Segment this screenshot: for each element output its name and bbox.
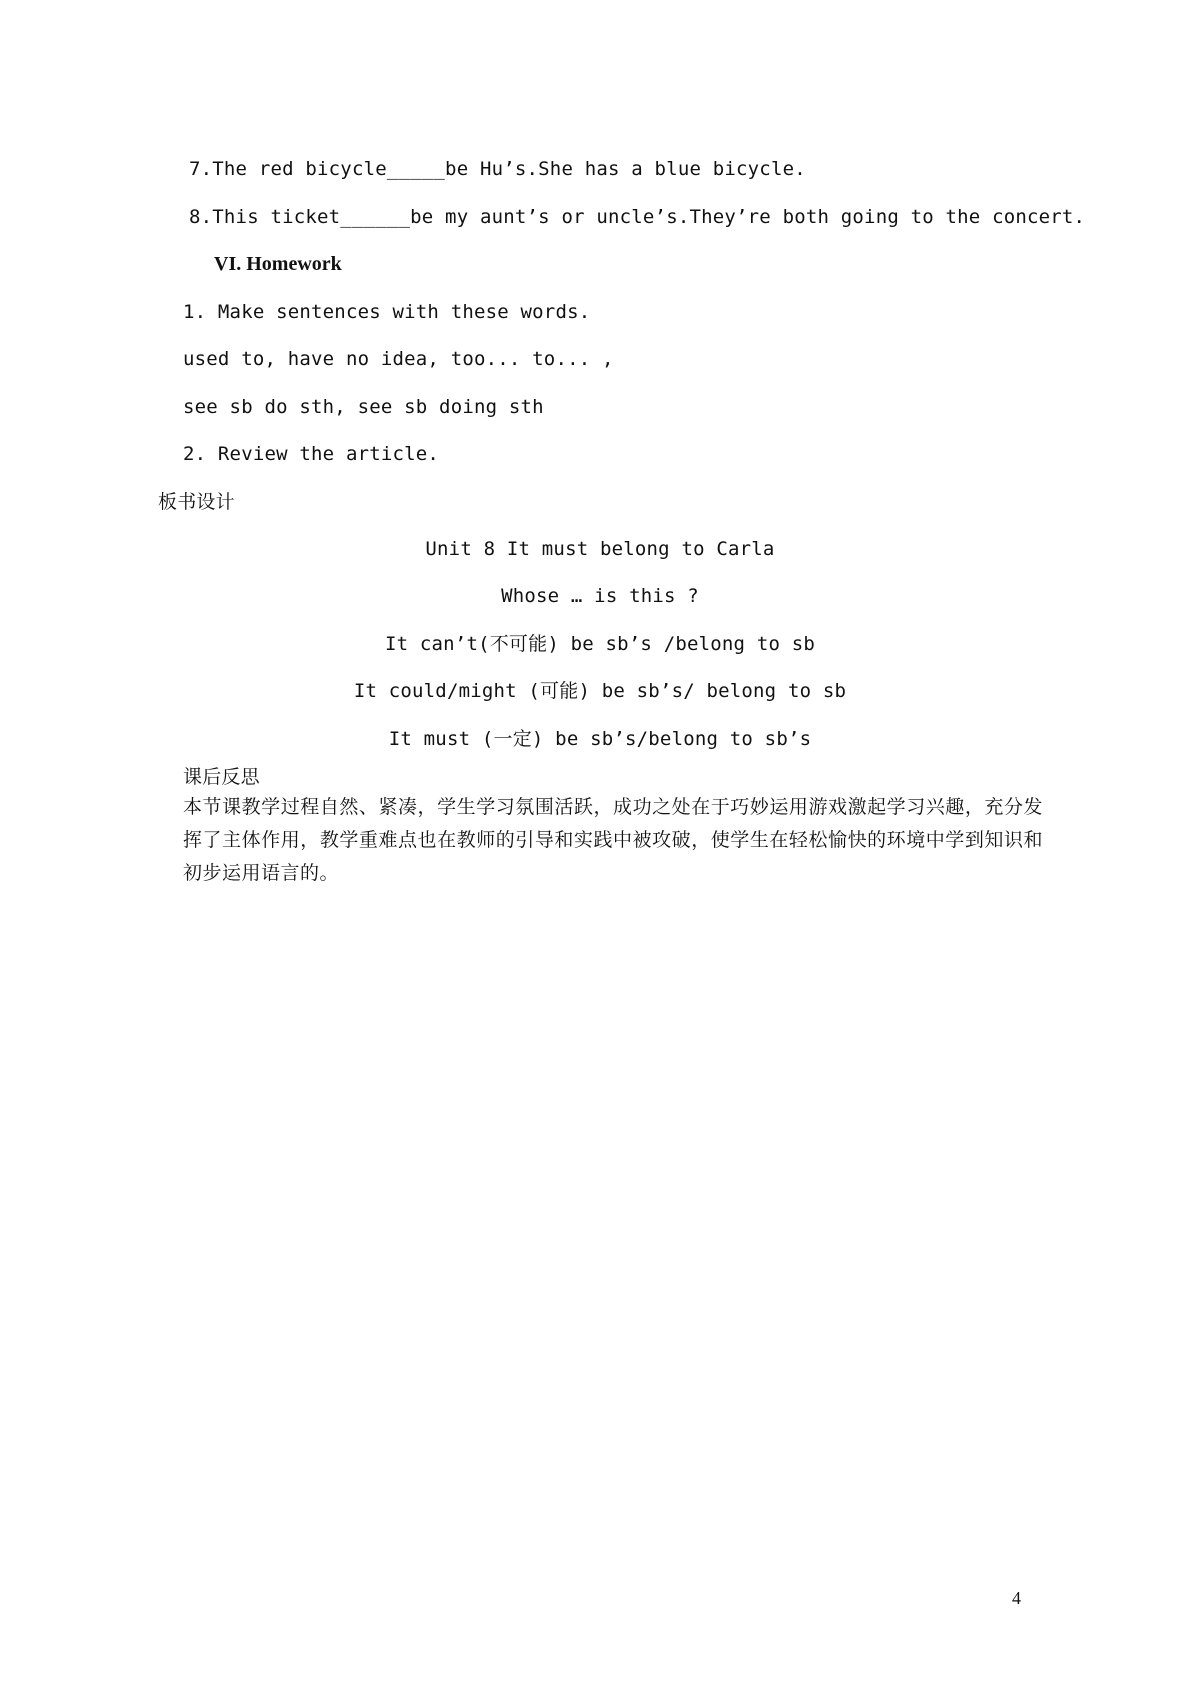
homework-phrases-2: see sb do sth, see sb doing sth — [183, 396, 544, 418]
homework-heading: VI. Homework — [214, 253, 342, 275]
board-design-heading: 板书设计 — [158, 491, 235, 513]
homework-item-1: 1. Make sentences with these words. — [183, 301, 591, 323]
board-line-title: Unit 8 It must belong to Carla — [425, 538, 775, 560]
board-line-question: Whose … is this ? — [501, 585, 699, 607]
exercise-line-8: 8.This ticket______be my aunt’s or uncle’s.They’re both going to the concert. — [189, 206, 1086, 228]
board-line-must: It must (一定) be sb’s/belong to sb’s — [388, 728, 812, 750]
board-line-could-might: It could/might (可能) be sb’s/ belong to sb — [353, 680, 847, 702]
homework-item-2: 2. Review the article. — [183, 443, 440, 465]
page-number: 4 — [1012, 1588, 1021, 1608]
board-line-cant: It can’t(不可能) be sb’s /belong to sb — [384, 633, 816, 655]
exercise-line-7: 7.The red bicycle_____be Hu’s.She has a blue bicycle. — [189, 158, 806, 180]
homework-phrases-1: used to, have no idea, too... to... , — [183, 348, 614, 370]
reflection-paragraph: 本节课教学过程自然、紧凑，学生学习氛围活跃，成功之处在于巧妙运用游戏激起学习兴趣，充分发挥了主体作用，教学重难点也在教师的引导和实践中被攻破，使学生在轻松愉快的环境中学到知识和初步运用语言的。 — [183, 796, 1043, 884]
reflection-heading: 课后反思 — [183, 766, 260, 788]
